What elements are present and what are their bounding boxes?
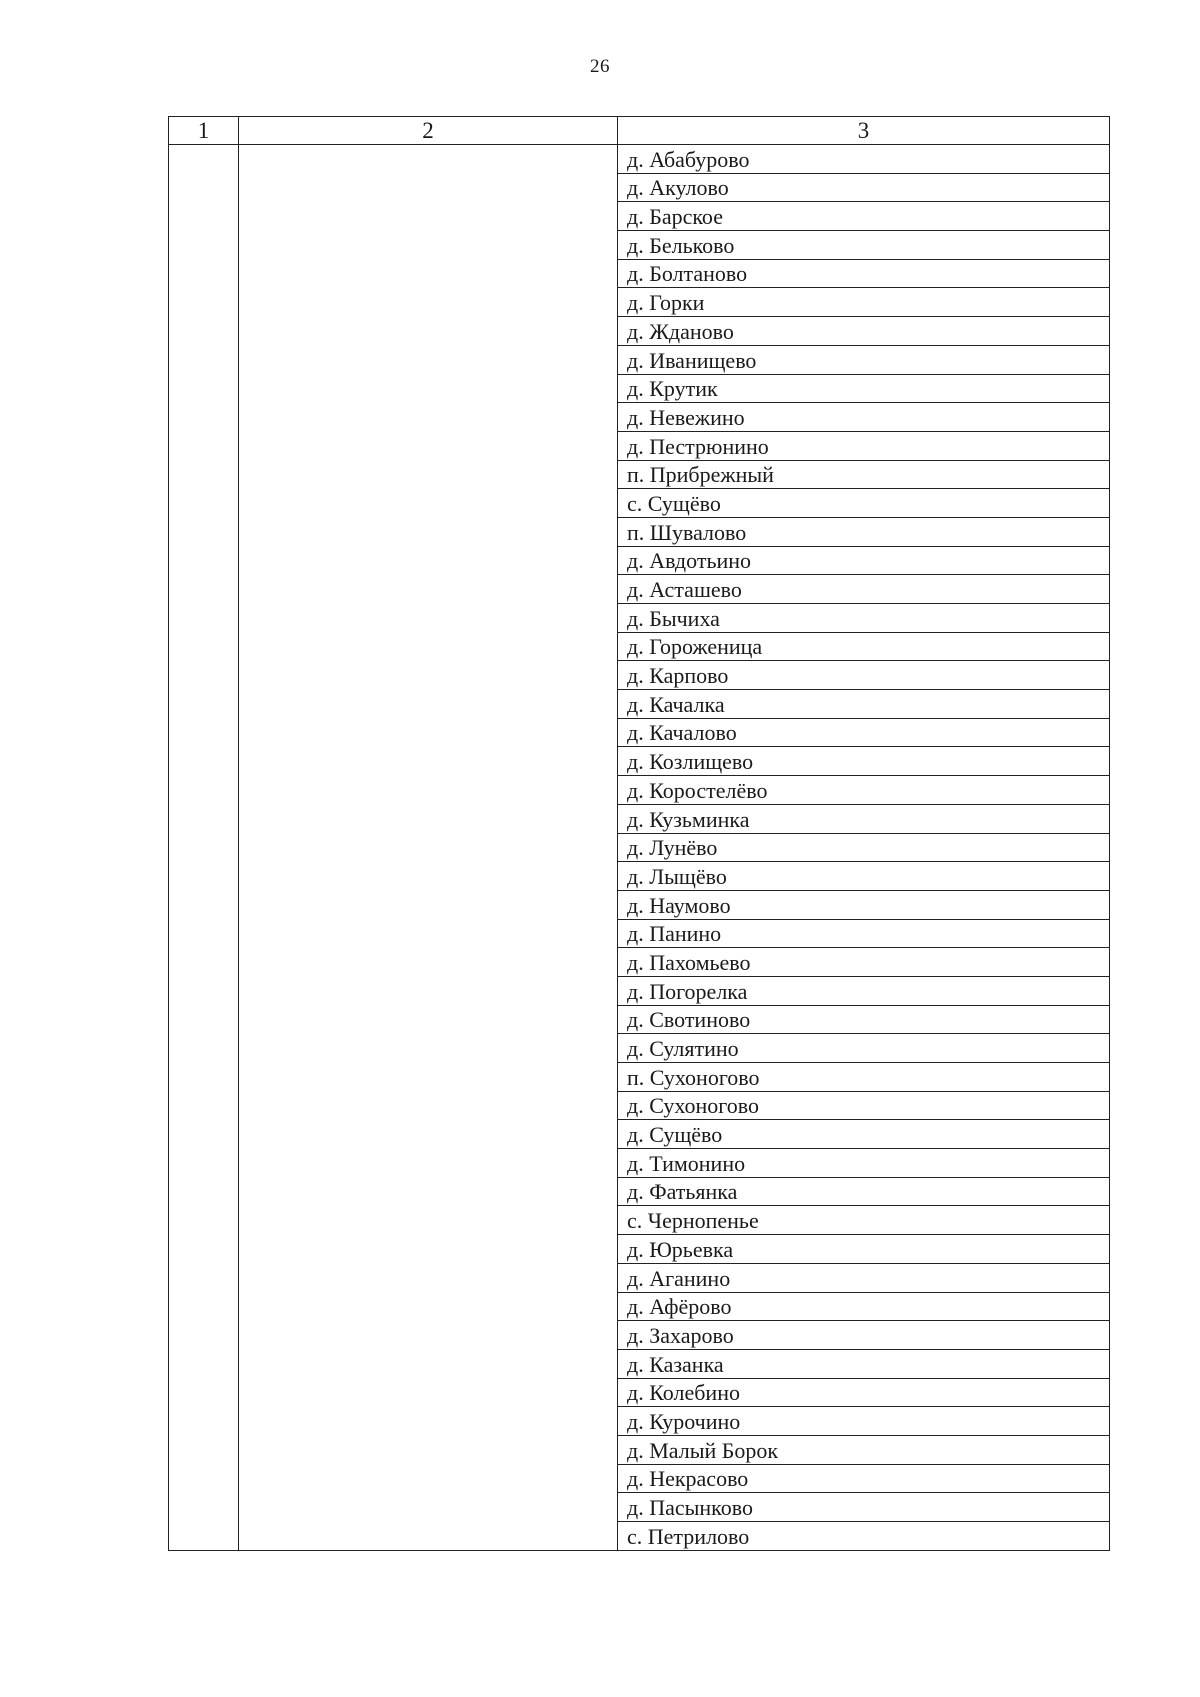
settlements-table: [168, 116, 1110, 1551]
col1-merged-cell: [169, 145, 239, 1551]
col2-merged-cell: [239, 145, 618, 1551]
settlement-cell: д. Болтаново: [618, 259, 1110, 288]
settlement-cell: д. Асташево: [618, 575, 1110, 604]
settlement-cell: д. Лунёво: [618, 833, 1110, 862]
settlement-cell: д. Пахомьево: [618, 948, 1110, 977]
settlement-cell: д. Сущёво: [618, 1120, 1110, 1149]
settlement-cell: д. Тимонино: [618, 1149, 1110, 1178]
settlement-cell: д. Авдотьино: [618, 546, 1110, 575]
header-col-1: 1: [169, 117, 239, 145]
settlement-cell: д. Колебино: [618, 1378, 1110, 1407]
settlement-cell: д. Кузьминка: [618, 804, 1110, 833]
settlement-cell: д. Качалово: [618, 718, 1110, 747]
settlement-cell: д. Пестрюнино: [618, 431, 1110, 460]
settlement-cell: д. Акулово: [618, 173, 1110, 202]
settlement-cell: п. Шувалово: [618, 517, 1110, 546]
settlement-cell: с. Чернопенье: [618, 1206, 1110, 1235]
header-col-3: 3: [618, 117, 1110, 145]
settlement-cell: с. Петрилово: [618, 1522, 1110, 1551]
settlement-cell: п. Прибрежный: [618, 460, 1110, 489]
settlement-cell: д. Горки: [618, 288, 1110, 317]
settlement-cell: д. Лыщёво: [618, 862, 1110, 891]
settlement-cell: д. Коростелёво: [618, 776, 1110, 805]
settlement-cell: д. Жданово: [618, 317, 1110, 346]
settlement-cell: д. Фатьянка: [618, 1177, 1110, 1206]
settlement-cell: с. Сущёво: [618, 489, 1110, 518]
settlement-cell: д. Казанка: [618, 1349, 1110, 1378]
settlement-cell: д. Афёрово: [618, 1292, 1110, 1321]
settlement-cell: д. Захарово: [618, 1321, 1110, 1350]
settlement-cell: д. Курочино: [618, 1407, 1110, 1436]
settlement-cell: д. Сухоногово: [618, 1091, 1110, 1120]
settlement-cell: д. Иванищево: [618, 345, 1110, 374]
settlement-cell: д. Бычиха: [618, 604, 1110, 633]
settlement-cell: д. Качалка: [618, 690, 1110, 719]
settlement-cell: д. Крутик: [618, 374, 1110, 403]
settlement-cell: д. Гороженица: [618, 632, 1110, 661]
settlement-cell: д. Козлищево: [618, 747, 1110, 776]
page-number: 26: [590, 56, 610, 77]
settlement-cell: д. Некрасово: [618, 1464, 1110, 1493]
header-col-2: 2: [239, 117, 618, 145]
settlement-cell: д. Юрьевка: [618, 1235, 1110, 1264]
table-body: [169, 145, 1110, 1551]
settlement-cell: д. Панино: [618, 919, 1110, 948]
settlement-cell: п. Сухоногово: [618, 1063, 1110, 1092]
settlement-cell: д. Барское: [618, 202, 1110, 231]
table-header: [169, 117, 1110, 145]
settlement-cell: д. Аганино: [618, 1263, 1110, 1292]
settlement-cell: д. Бельково: [618, 231, 1110, 260]
header-row: [169, 117, 1110, 145]
table-row: [169, 145, 1110, 174]
settlement-cell: д. Невежино: [618, 403, 1110, 432]
settlement-cell: д. Сулятино: [618, 1034, 1110, 1063]
settlement-cell: д. Свотиново: [618, 1005, 1110, 1034]
settlement-cell: д. Карпово: [618, 661, 1110, 690]
settlement-cell: д. Малый Борок: [618, 1435, 1110, 1464]
settlement-cell: д. Пасынково: [618, 1493, 1110, 1522]
settlement-cell: д. Абабурово: [618, 145, 1110, 174]
settlement-cell: д. Погорелка: [618, 976, 1110, 1005]
settlement-cell: д. Наумово: [618, 890, 1110, 919]
